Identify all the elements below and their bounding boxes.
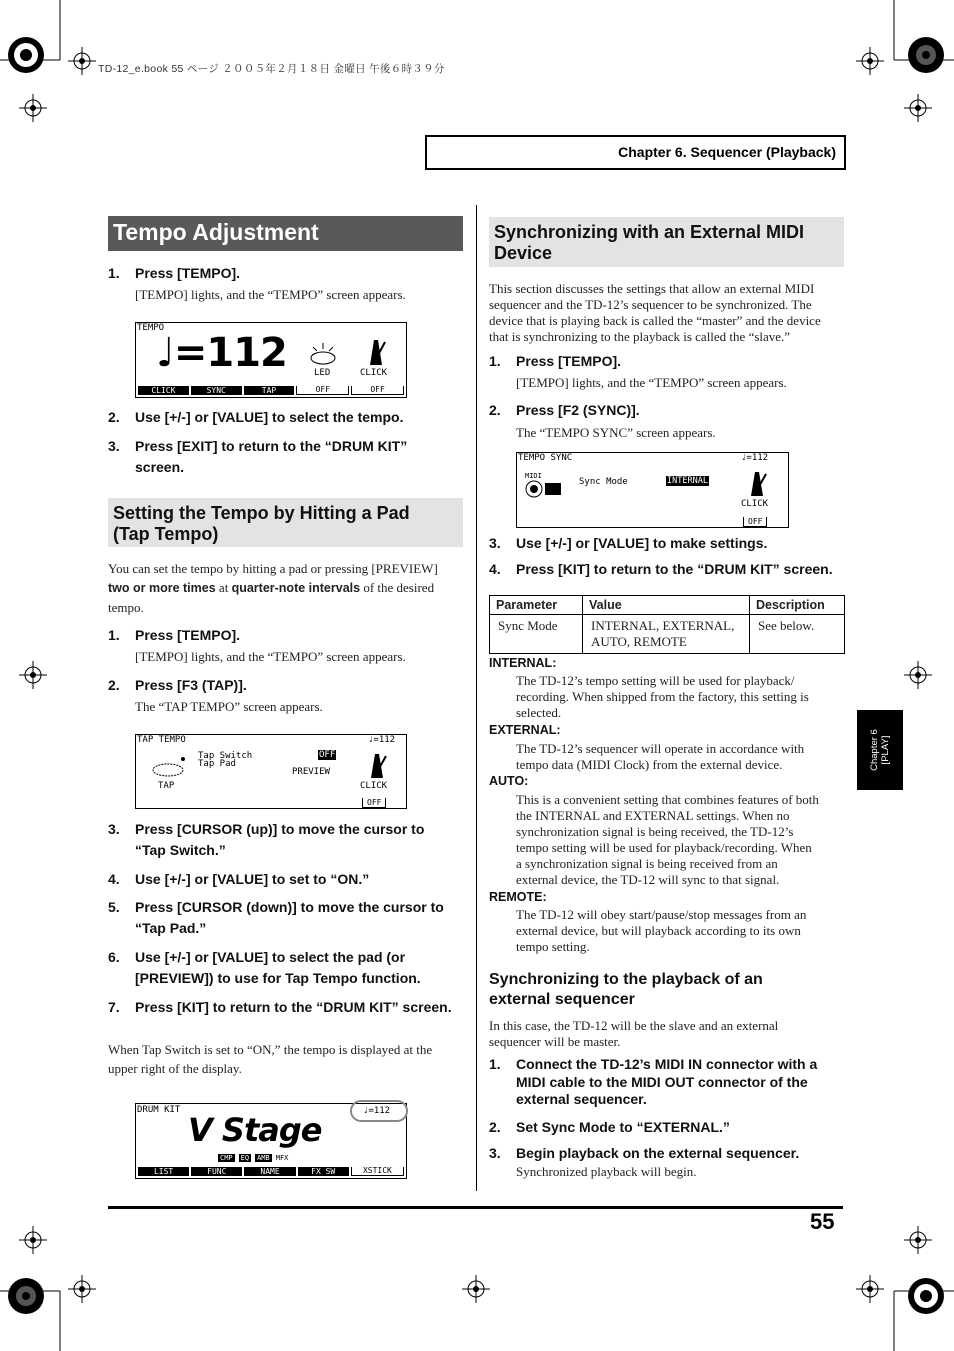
section-heading-sync xyxy=(489,217,844,267)
term-line: external device, but will playback according to its own xyxy=(516,923,801,938)
lcd-click-label: CLICK xyxy=(360,368,388,378)
section-heading-text: Device xyxy=(494,243,553,263)
step-number: 1. xyxy=(108,627,120,643)
table-cell: Sync Mode xyxy=(490,615,583,654)
term-line: tempo setting. xyxy=(516,939,590,954)
step-number: 1. xyxy=(489,1056,501,1072)
cell-line: INTERNAL, EXTERNAL, xyxy=(591,618,735,633)
metronome-icon xyxy=(746,470,768,498)
side-tab-line: Chapter 6 xyxy=(869,729,880,771)
lcd-tempo: ♩=112 xyxy=(363,1106,391,1116)
tap-tempo-intro xyxy=(108,561,468,616)
column-divider xyxy=(476,205,477,1191)
step-item xyxy=(108,675,468,696)
intro-text: of the desired xyxy=(360,580,435,595)
subheading-text: (Tap Tempo) xyxy=(113,524,219,544)
step-text: Press [KIT] to return to the “DRUM KIT” screen. xyxy=(135,999,452,1015)
metronome-icon xyxy=(366,752,388,780)
intro-bold: two or more times xyxy=(108,581,216,595)
print-header: TD-12_e.book 55 ページ ２００５年２月１８日 金曜日 午後６時３９分 xyxy=(98,63,445,75)
step-number: 3. xyxy=(489,1145,501,1161)
table-header: Parameter xyxy=(490,596,583,615)
fx-amb: AMB xyxy=(257,1154,270,1162)
step-item xyxy=(108,897,468,939)
step-item xyxy=(108,869,468,890)
term-line: external device, the TD-12 will sync to that signal. xyxy=(516,872,780,887)
lcd-tempo-sync-screen xyxy=(516,452,789,528)
side-tab-label xyxy=(857,710,903,790)
step-note: The “TEMPO SYNC” screen appears. xyxy=(516,425,716,440)
subheading-line: Synchronizing to the playback of an xyxy=(489,971,763,988)
step-number: 3. xyxy=(108,821,120,837)
term-description xyxy=(516,741,846,773)
step-text: Connect the TD-12’s MIDI IN connector with a xyxy=(516,1056,818,1072)
table-row xyxy=(490,615,845,654)
intro-line: You can set the tempo by hitting a pad or pressing [PREVIEW] xyxy=(108,561,438,576)
fkey-off: OFF xyxy=(351,386,404,395)
term-label: AUTO: xyxy=(489,774,529,788)
step-item xyxy=(108,436,468,478)
step-text: screen. xyxy=(135,459,185,475)
term-line: tempo data (MIDI Clock) from the external device. xyxy=(516,757,783,772)
step-text: Press [CURSOR (down)] to move the cursor to xyxy=(135,899,444,915)
chapter-side-tab xyxy=(857,710,903,790)
term-description xyxy=(516,792,846,888)
tap-switch-note xyxy=(108,1042,468,1077)
intro-line: device that is playing back is called the “master” and the device xyxy=(489,313,821,328)
parameter-table xyxy=(489,595,845,654)
term-line: The TD-12 will obey start/pause/stop messages from an xyxy=(516,907,807,922)
step-text: Begin playback on the external sequencer. xyxy=(516,1145,800,1161)
step-number: 3. xyxy=(108,438,120,454)
step-number: 6. xyxy=(108,949,120,965)
step-item xyxy=(108,819,468,861)
lcd-tempo-value: ♩=112 xyxy=(156,330,287,376)
lcd-preview-label: PREVIEW xyxy=(292,767,330,777)
step-item xyxy=(489,533,849,554)
step-item xyxy=(489,1143,849,1164)
step-item xyxy=(108,997,468,1018)
lcd-tap-tempo-screen xyxy=(135,734,407,809)
fkey-tap: TAP xyxy=(244,386,295,395)
intro-text: at xyxy=(215,580,232,595)
step-text: Press [CURSOR (up)] to move the cursor to xyxy=(135,821,425,837)
step-text: [PREVIEW]) to use for Tap Tempo function. xyxy=(135,970,421,986)
fkey-fx-sw: FX SW xyxy=(298,1167,349,1176)
side-tab-line: [PLAY] xyxy=(880,735,891,765)
lcd-tempo: ♩=112 xyxy=(741,453,769,463)
step-text: “Tap Switch.” xyxy=(135,842,226,858)
term-line: The TD-12’s sequencer will operate in accordance with xyxy=(516,741,805,756)
lcd-function-keys xyxy=(138,1167,404,1176)
metronome-icon xyxy=(364,337,388,367)
intro-bold: quarter-note intervals xyxy=(231,581,361,595)
step-text: Use [+/-] or [VALUE] to make settings. xyxy=(516,535,768,551)
step-text: Press [F3 (TAP)]. xyxy=(135,677,247,693)
step-note: Synchronized playback will begin. xyxy=(516,1164,697,1179)
step-number: 4. xyxy=(489,561,501,577)
step-item xyxy=(108,407,468,428)
step-item xyxy=(489,400,849,421)
term-line: tempo setting will be used for playback/recording. When xyxy=(516,840,812,855)
fkey-xstick: XSTICK xyxy=(351,1167,404,1176)
step-number: 4. xyxy=(108,871,120,887)
intro-line xyxy=(108,580,468,600)
intro-line: that is synchronizing to the playback is called the “slave.” xyxy=(489,329,791,344)
fx-eq: EQ xyxy=(240,1154,250,1162)
step-number: 1. xyxy=(489,353,501,369)
step-text: Use [+/-] or [VALUE] to select the tempo. xyxy=(135,409,404,425)
lcd-drum-kit-screen xyxy=(135,1103,407,1179)
fx-mfx: MFX xyxy=(275,1154,289,1162)
step-text: “Tap Pad.” xyxy=(135,920,207,936)
lcd-title: TEMPO SYNC xyxy=(518,453,573,463)
step-text: Use [+/-] or [VALUE] to set to “ON.” xyxy=(135,871,370,887)
chapter-title: Chapter 6. Sequencer (Playback) xyxy=(618,144,836,160)
fx-cmp: CMP xyxy=(220,1154,233,1162)
term-line: selected. xyxy=(516,705,562,720)
lcd-title: TAP TEMPO xyxy=(137,735,186,745)
intro-line: sequencer and the TD-12’s sequencer to be synchronized. The xyxy=(489,297,812,312)
step-number: 2. xyxy=(108,677,120,693)
step-item xyxy=(108,947,468,989)
fkey-off: OFF xyxy=(296,386,349,395)
step-note: [TEMPO] lights, and the “TEMPO” screen appears. xyxy=(516,375,787,390)
intro-line: tempo. xyxy=(108,600,144,615)
term-label: EXTERNAL: xyxy=(489,723,561,737)
step-number: 2. xyxy=(108,409,120,425)
section-heading-text: Tempo Adjustment xyxy=(113,219,319,245)
step-item xyxy=(489,559,849,580)
step-text: Press [TEMPO]. xyxy=(516,353,622,369)
term-line: the INTERNAL and EXTERNAL settings. When no xyxy=(516,808,790,823)
subheading-external-sequencer xyxy=(489,970,849,1010)
step-item xyxy=(489,1056,849,1110)
lcd-tap-switch-value: OFF xyxy=(319,750,336,760)
cell-line: AUTO, REMOTE xyxy=(591,634,687,649)
table-header-row xyxy=(490,596,845,615)
step-note: [TEMPO] lights, and the “TEMPO” screen appears. xyxy=(135,287,406,302)
lcd-click-value: OFF xyxy=(743,517,767,527)
step-number: 1. xyxy=(108,265,120,281)
sync-intro xyxy=(489,281,849,345)
lcd-title: TEMPO xyxy=(137,323,165,333)
lcd-click-value: OFF xyxy=(362,798,386,808)
lcd-led-label: LED xyxy=(314,368,331,378)
step-text: Press [EXIT] to return to the “DRUM KIT” xyxy=(135,438,408,454)
step-note: [TEMPO] lights, and the “TEMPO” screen appears. xyxy=(135,649,406,664)
note-line: upper right of the display. xyxy=(108,1061,242,1076)
term-line: The TD-12’s tempo setting will be used for playback/ xyxy=(516,673,795,688)
page-number: 55 xyxy=(810,1209,835,1234)
step-number: 5. xyxy=(108,899,120,915)
step-text: Press [F2 (SYNC)]. xyxy=(516,402,640,418)
term-description xyxy=(516,673,846,721)
section-heading-text: Synchronizing with an External MIDI xyxy=(494,222,805,242)
footer-rule xyxy=(108,1206,843,1209)
fkey-list: LIST xyxy=(138,1167,189,1176)
section-heading-tempo-adjustment xyxy=(108,216,463,251)
step-number: 2. xyxy=(489,402,501,418)
step-item xyxy=(108,625,468,646)
lcd-sync-mode-label: Sync Mode xyxy=(579,477,628,487)
term-line: This is a convenient setting that combines features of both xyxy=(516,792,819,807)
step-note: The “TAP TEMPO” screen appears. xyxy=(135,699,323,714)
step-text: Press [KIT] to return to the “DRUM KIT” screen. xyxy=(516,561,833,577)
intro-line: In this case, the TD-12 will be the slave and an external xyxy=(489,1018,779,1033)
midi-connector-icon xyxy=(525,480,563,498)
lcd-title: DRUM KIT xyxy=(137,1105,181,1115)
step-item xyxy=(108,263,468,284)
subheading-tap-tempo xyxy=(108,498,463,547)
lcd-tap-label: TAP xyxy=(158,781,175,791)
step-item xyxy=(489,1117,849,1138)
step-number: 2. xyxy=(489,1119,501,1135)
step-text: external sequencer. xyxy=(516,1091,647,1107)
term-label: INTERNAL: xyxy=(489,656,557,670)
term-line: a synchronization signal is being received from an xyxy=(516,856,778,871)
fkey-click: CLICK xyxy=(138,386,189,395)
step-text: MIDI cable to the MIDI OUT connector of the xyxy=(516,1073,808,1090)
lcd-fx-indicators xyxy=(218,1154,288,1162)
lcd-midi-label: MIDI xyxy=(525,472,542,480)
step-text: Use [+/-] or [VALUE] to select the pad (or xyxy=(135,949,406,965)
step-item xyxy=(489,351,849,372)
intro-line: This section discusses the settings that allow an external MIDI xyxy=(489,281,815,296)
term-line: recording. When shipped from the factory, this setting is xyxy=(516,689,809,704)
lcd-kit-name: V Stage xyxy=(188,1111,322,1149)
fkey-name: NAME xyxy=(244,1167,295,1176)
fkey-func: FUNC xyxy=(191,1167,242,1176)
step-number: 7. xyxy=(108,999,120,1015)
subheading-line: external sequencer xyxy=(489,991,635,1008)
step-number: 3. xyxy=(489,535,501,551)
lcd-tap-pad-label: Tap Pad xyxy=(198,759,236,769)
lcd-sync-mode-value: INTERNAL xyxy=(667,476,708,486)
term-line: synchronization signal is being received, the TD-12’s xyxy=(516,824,794,839)
lcd-tempo: ♩=112 xyxy=(368,735,396,745)
led-icon xyxy=(308,341,338,367)
table-header: Value xyxy=(583,596,750,615)
step-text: Set Sync Mode to “EXTERNAL.” xyxy=(516,1119,730,1135)
step-text: Press [TEMPO]. xyxy=(135,265,241,281)
term-label: REMOTE: xyxy=(489,890,547,904)
lcd-tempo-screen xyxy=(135,322,407,398)
table-header: Description xyxy=(750,596,845,615)
sub-intro xyxy=(489,1018,849,1050)
chapter-title-box xyxy=(425,135,846,170)
fkey-sync: SYNC xyxy=(191,386,242,395)
lcd-function-keys xyxy=(138,386,404,395)
table-cell: See below. xyxy=(750,615,845,654)
lcd-click-label: CLICK xyxy=(741,499,769,509)
step-text: Press [TEMPO]. xyxy=(135,627,241,643)
pad-icon xyxy=(150,755,186,779)
subheading-text: Setting the Tempo by Hitting a Pad xyxy=(113,503,410,523)
note-line: When Tap Switch is set to “ON,” the tempo is displayed at the xyxy=(108,1042,433,1057)
table-cell xyxy=(583,615,750,654)
lcd-click-label: CLICK xyxy=(360,781,388,791)
lcd-tap-switch-label: Tap Switch xyxy=(198,751,253,761)
intro-line: sequencer will be master. xyxy=(489,1034,621,1049)
term-description xyxy=(516,907,846,955)
